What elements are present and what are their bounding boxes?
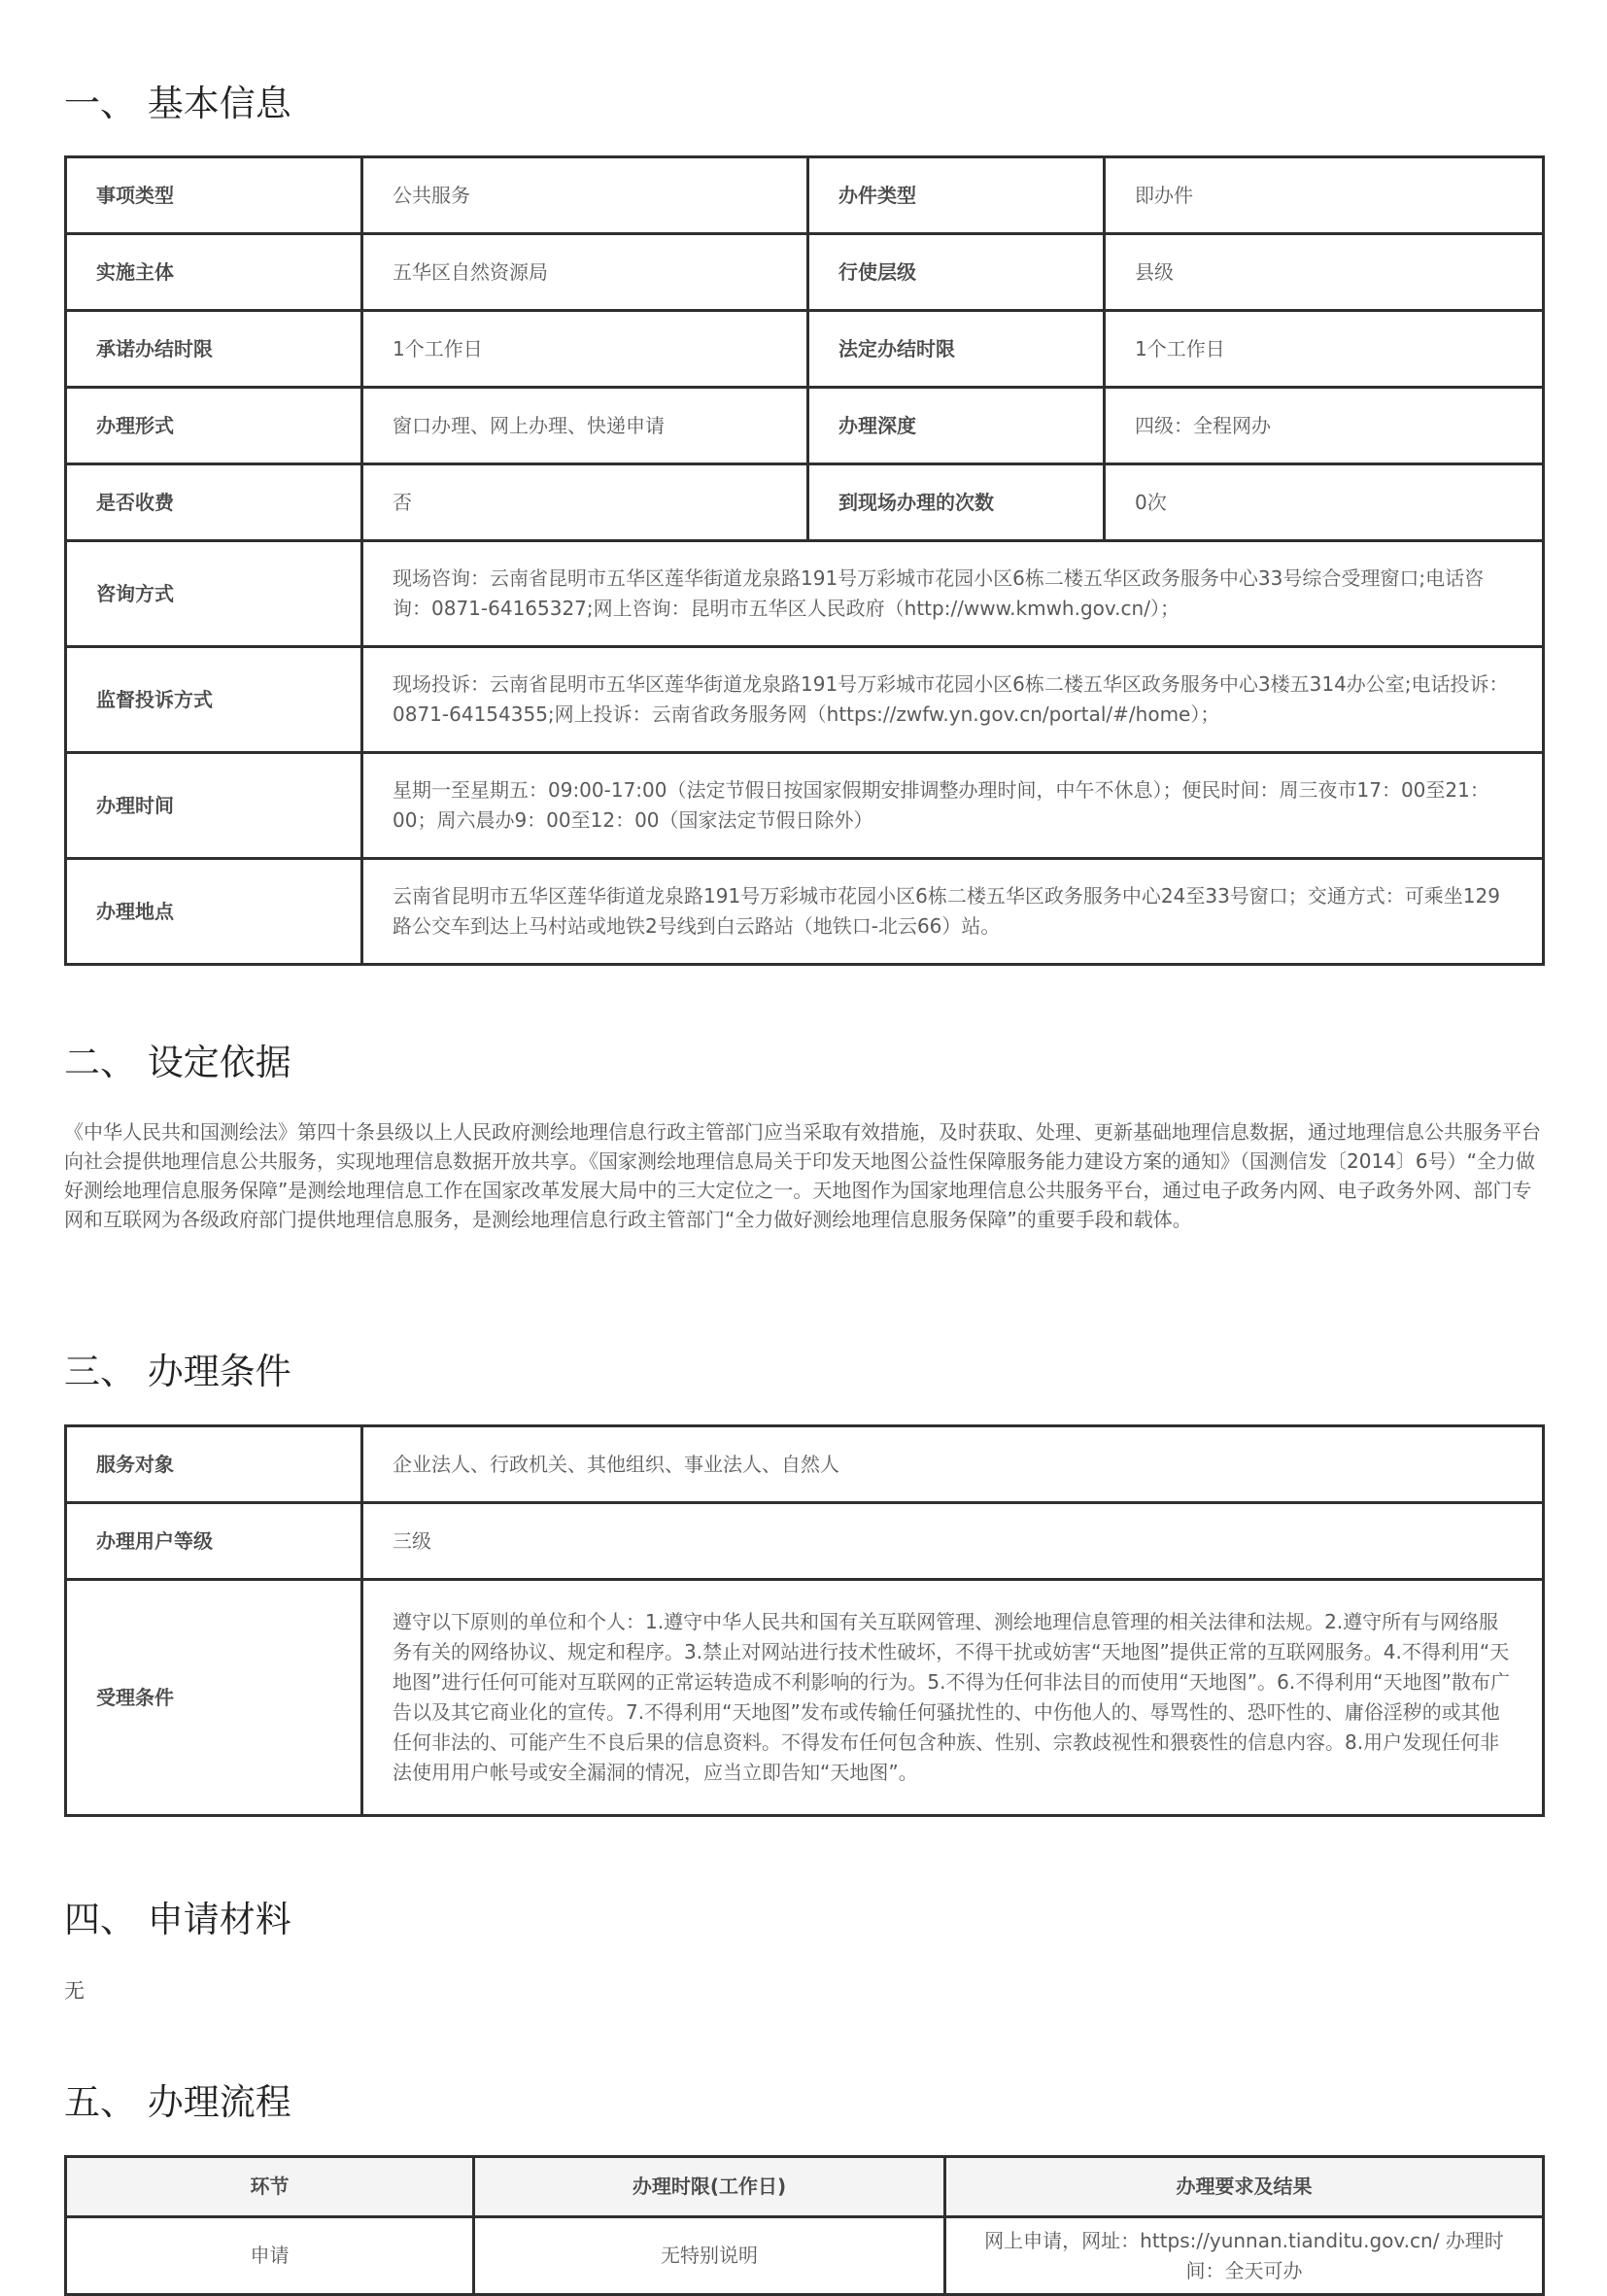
field-value: 公共服务 <box>362 157 808 234</box>
conditions-table <box>64 1424 1545 1817</box>
table-row <box>66 753 1544 859</box>
field-value: 三级 <box>362 1503 1544 1580</box>
field-label: 办件类型 <box>808 157 1105 234</box>
field-label: 咨询方式 <box>66 541 362 647</box>
field-label: 承诺办结时限 <box>66 311 362 388</box>
field-value: 现场咨询：云南省昆明市五华区莲华街道龙泉路191号万彩城市花园小区6栋二楼五华区政务服务中心33号综合受理窗口;电话咨询：0871-64165327;网上咨询：昆明市五华区人民政府（http://www.kmwh.gov.cn/）； <box>362 541 1544 647</box>
section-title-legal-basis: 二、 设定依据 <box>64 1042 291 1083</box>
table-row <box>66 1580 1544 1816</box>
field-value: 星期一至星期五：09:00-17:00（法定节假日按国家假期安排调整办理时间，中午不休息）；便民时间：周三夜市17：00至21：00；周六晨办9：00至12：00（国家法定节假日除外） <box>362 753 1544 859</box>
field-value: 五华区自然资源局 <box>362 234 808 311</box>
field-label: 实施主体 <box>66 234 362 311</box>
table-row <box>66 388 1544 464</box>
table-row <box>66 647 1544 753</box>
table-header-row <box>66 2157 1544 2217</box>
field-label: 事项类型 <box>66 157 362 234</box>
field-value: 遵守以下原则的单位和个人：1.遵守中华人民共和国有关互联网管理、测绘地理信息管理的相关法律和法规。2.遵守所有与网络服务有关的网络协议、规定和程序。3.禁止对网站进行技术性破坏，不得干扰或妨害“天地图”提供正常的互联网服务。4.不得利用“天地图”进行任何可能对互联网的正常运转造成不利影响的行为。5.不得为任何非法目的而使用“天地图”。6.不得利用“天地图”散布广告以及其它商业化的宣传。7.不得利用“天地图”发布或传输任何骚扰性的、中伤他人的、辱骂性的、恐吓性的、庸俗淫秽的或其他任何非法的、可能产生不良后果的信息资料。不得发布任何包含种族、性别、宗教歧视性和猥亵性的信息内容。8.用户发现任何非法使用用户帐号或安全漏洞的情况，应当立即告知“天地图”。 <box>362 1580 1544 1816</box>
field-value: 云南省昆明市五华区莲华街道龙泉路191号万彩城市花园小区6栋二楼五华区政务服务中心24至33号窗口；交通方式：可乘坐129路公交车到达上马村站或地铁2号线到白云路站（地铁口-北云66）站。 <box>362 859 1544 965</box>
table-row <box>66 464 1544 541</box>
field-value: 1个工作日 <box>1105 311 1544 388</box>
section-title-process: 五、 办理流程 <box>64 2081 291 2123</box>
field-label: 是否收费 <box>66 464 362 541</box>
table-row <box>66 2217 1544 2295</box>
field-value: 县级 <box>1105 234 1544 311</box>
legal-basis-text: 《中华人民共和国测绘法》第四十条县级以上人民政府测绘地理信息行政主管部门应当采取有效措施，及时获取、处理、更新基础地理信息数据，通过地理信息公共服务平台向社会提供地理信息公共服务，实现地理信息数据开放共享。《国家测绘地理信息局关于印发天地图公益性保障服务能力建设方案的通知》（国测信发〔2014〕6号）“全力做好测绘地理信息服务保障”是测绘地理信息工作在国家改革发展大局中的三大定位之一。天地图作为国家地理信息公共服务平台，通过电子政务内网、电子政务外网、部门专网和互联网为各级政府部门提供地理信息服务，是测绘地理信息行政主管部门“全力做好测绘地理信息服务保障”的重要手段和载体。 <box>64 1120 1541 1231</box>
field-label: 服务对象 <box>66 1426 362 1503</box>
field-value: 0次 <box>1105 464 1544 541</box>
section-title-conditions: 三、 办理条件 <box>64 1351 291 1392</box>
field-label: 监督投诉方式 <box>66 647 362 753</box>
table-row <box>66 859 1544 965</box>
table-row <box>66 234 1544 311</box>
field-label: 办理用户等级 <box>66 1503 362 1580</box>
field-value: 1个工作日 <box>362 311 808 388</box>
materials-text: 无 <box>64 1979 85 2003</box>
field-value: 否 <box>362 464 808 541</box>
field-value: 四级：全程网办 <box>1105 388 1544 464</box>
field-value: 窗口办理、网上办理、快递申请 <box>362 388 808 464</box>
table-row <box>66 1503 1544 1580</box>
table-row <box>66 1426 1544 1503</box>
field-value: 企业法人、行政机关、其他组织、事业法人、自然人 <box>362 1426 1544 1503</box>
column-header: 办理要求及结果 <box>945 2157 1544 2217</box>
table-cell: 无特别说明 <box>474 2217 945 2295</box>
table-cell: 网上申请，网址：https://yunnan.tianditu.gov.cn/ 办理时间：全天可办 <box>945 2217 1544 2295</box>
field-label: 办理形式 <box>66 388 362 464</box>
field-label: 办理地点 <box>66 859 362 965</box>
field-value: 即办件 <box>1105 157 1544 234</box>
table-row <box>66 311 1544 388</box>
field-value: 现场投诉：云南省昆明市五华区莲华街道龙泉路191号万彩城市花园小区6栋二楼五华区政务服务中心3楼五314办公室;电话投诉：0871-64154355;网上投诉：云南省政务服务网（https://zwfw.yn.gov.cn/portal/#/home）； <box>362 647 1544 753</box>
section-title-materials: 四、 申请材料 <box>64 1899 291 1940</box>
field-label: 办理深度 <box>808 388 1105 464</box>
field-label: 法定办结时限 <box>808 311 1105 388</box>
field-label: 行使层级 <box>808 234 1105 311</box>
field-label: 办理时间 <box>66 753 362 859</box>
table-row <box>66 157 1544 234</box>
table-cell: 申请 <box>66 2217 474 2295</box>
column-header: 办理时限(工作日) <box>474 2157 945 2217</box>
process-table <box>64 2155 1545 2296</box>
field-label: 到现场办理的次数 <box>808 464 1105 541</box>
section-title-basic-info: 一、 基本信息 <box>64 83 291 124</box>
field-label: 受理条件 <box>66 1580 362 1816</box>
basic-info-table <box>64 155 1545 966</box>
column-header: 环节 <box>66 2157 474 2217</box>
table-row <box>66 541 1544 647</box>
